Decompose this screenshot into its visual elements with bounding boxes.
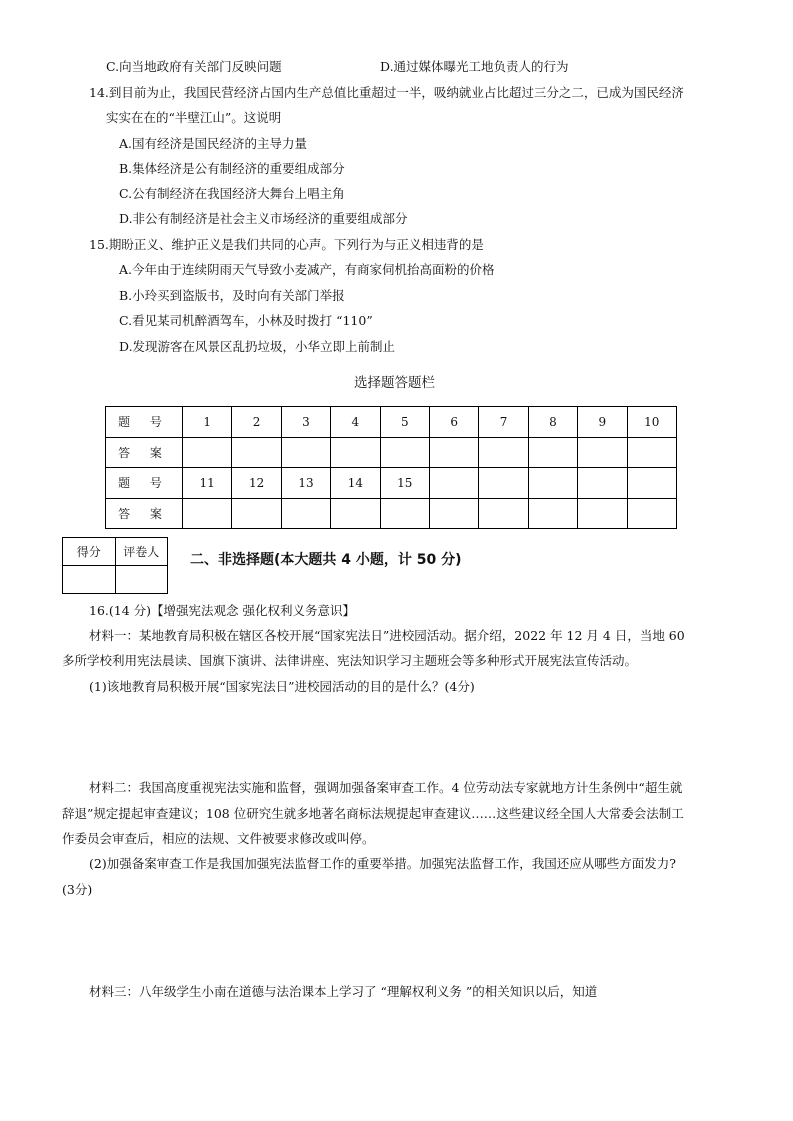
answer-cell[interactable] bbox=[281, 498, 330, 529]
question-number-cell: 6 bbox=[429, 407, 478, 438]
q16-sub2-line2: (3分) bbox=[62, 882, 93, 897]
answer-cell[interactable] bbox=[578, 437, 627, 468]
q15-option-d: D.发现游客在风景区乱扔垃圾，小华立即上前制止 bbox=[119, 339, 396, 354]
answer-table bbox=[105, 406, 677, 529]
q16-material3-line1: 材料三：八年级学生小南在道德与法治课本上学习了 “理解权利义务 ”的相关知识以后，知道 bbox=[89, 984, 598, 999]
q14-option-d: D.非公有制经济是社会主义市场经济的重要组成部分 bbox=[119, 211, 408, 226]
empty-cell bbox=[528, 498, 577, 529]
question-number-cell: 9 bbox=[578, 407, 627, 438]
q15-option-c: C.看见某司机醉酒驾车，小林及时拨打 “110” bbox=[119, 313, 373, 328]
answer-table-row-answers-1 bbox=[106, 437, 677, 468]
q15-option-a: A.今年由于连续阴雨天气导致小麦减产，有商家伺机抬高面粉的价格 bbox=[119, 262, 495, 277]
score-cell[interactable] bbox=[63, 566, 116, 594]
q14-option-a: A.国有经济是国民经济的主导力量 bbox=[119, 136, 308, 151]
answer-cell[interactable] bbox=[281, 437, 330, 468]
score-box bbox=[62, 537, 168, 594]
q16-sub1: (1)该地教育局积极开展“国家宪法日”进校园活动的目的是什么？(4分) bbox=[89, 679, 475, 694]
question-number-cell: 13 bbox=[281, 468, 330, 499]
q16-heading: 16.(14 分)【增强宪法观念 强化权利义务意识】 bbox=[89, 603, 355, 618]
q14-option-c: C.公有制经济在我国经济大舞台上唱主角 bbox=[119, 186, 345, 201]
question-number-cell: 10 bbox=[627, 407, 676, 438]
q16-material1-line2: 多所学校利用宪法晨读、国旗下演讲、法律讲座、宪法知识学习主题班会等多种形式开展宪法宣传活动。 bbox=[62, 653, 638, 668]
empty-cell bbox=[627, 468, 676, 499]
question-number-cell: 3 bbox=[281, 407, 330, 438]
q14-stem-line2: 实实在在的“半壁江山”。这说明 bbox=[106, 110, 282, 125]
answer-cell[interactable] bbox=[232, 498, 281, 529]
answer-cell[interactable] bbox=[380, 437, 429, 468]
answer-table-row-answers-2 bbox=[106, 498, 677, 529]
q16-material1-line1: 材料一：某地教育局积极在辖区各校开展“国家宪法日”进校园活动。据介绍，2022 年 12 月 4 日，当地 60 bbox=[89, 628, 685, 643]
q16-material2-line3: 作委员会审查后，相应的法规、文件被要求修改或叫停。 bbox=[62, 831, 375, 846]
q16-material2-line2: 辞退”规定提起审查建议；108 位研究生就多地著名商标法规提起审查建议……这些建议经全国人大常委会法制工 bbox=[62, 806, 684, 821]
empty-cell bbox=[578, 498, 627, 529]
row-label-answer: 答 案 bbox=[106, 437, 183, 468]
answer-cell[interactable] bbox=[429, 437, 478, 468]
section2-title: 二、非选择题(本大题共 4 小题，计 50 分) bbox=[190, 552, 462, 568]
empty-cell bbox=[528, 468, 577, 499]
answer-cell[interactable] bbox=[331, 498, 380, 529]
empty-cell bbox=[479, 468, 528, 499]
score-label: 得分 bbox=[63, 538, 116, 566]
empty-cell bbox=[627, 498, 676, 529]
empty-cell bbox=[429, 498, 478, 529]
answer-cell[interactable] bbox=[479, 437, 528, 468]
row-label-number: 题 号 bbox=[106, 468, 183, 499]
row-label-answer: 答 案 bbox=[106, 498, 183, 529]
grader-label: 评卷人 bbox=[115, 538, 168, 566]
answer-table-row-numbers-1 bbox=[106, 407, 677, 438]
q14-stem-line1: 14.到目前为止，我国民营经济占国内生产总值比重超过一半，吸纳就业占比超过三分之二，已成为国民经济 bbox=[89, 85, 684, 100]
q15-stem: 15.期盼正义、维护正义是我们共同的心声。下列行为与正义相违背的是 bbox=[89, 237, 484, 252]
question-number-cell: 5 bbox=[380, 407, 429, 438]
q14-option-b: B.集体经济是公有制经济的重要组成部分 bbox=[119, 161, 345, 176]
q16-material2-line1: 材料二：我国高度重视宪法实施和监督，强调加强备案审查工作。4 位劳动法专家就地方计生条例中“超生就 bbox=[89, 780, 683, 795]
question-number-cell: 7 bbox=[479, 407, 528, 438]
q13-option-d: D.通过媒体曝光工地负责人的行为 bbox=[380, 59, 569, 74]
question-number-cell: 1 bbox=[183, 407, 232, 438]
question-number-cell: 4 bbox=[331, 407, 380, 438]
row-label-number: 题 号 bbox=[106, 407, 183, 438]
answer-table-row-numbers-2 bbox=[106, 468, 677, 499]
q13-option-c: C.向当地政府有关部门反映问题 bbox=[106, 59, 282, 74]
empty-cell bbox=[479, 498, 528, 529]
answer-cell[interactable] bbox=[380, 498, 429, 529]
answer-table-title: 选择题答题栏 bbox=[354, 375, 435, 391]
answer-cell[interactable] bbox=[627, 437, 676, 468]
empty-cell bbox=[429, 468, 478, 499]
answer-cell[interactable] bbox=[232, 437, 281, 468]
answer-cell[interactable] bbox=[528, 437, 577, 468]
question-number-cell: 14 bbox=[331, 468, 380, 499]
answer-cell[interactable] bbox=[183, 498, 232, 529]
question-number-cell: 12 bbox=[232, 468, 281, 499]
empty-cell bbox=[578, 468, 627, 499]
answer-cell[interactable] bbox=[331, 437, 380, 468]
answer-cell[interactable] bbox=[183, 437, 232, 468]
q15-option-b: B.小玲买到盗版书，及时向有关部门举报 bbox=[119, 288, 345, 303]
question-number-cell: 15 bbox=[380, 468, 429, 499]
q16-sub2-line1: (2)加强备案审查工作是我国加强宪法监督工作的重要举措。加强宪法监督工作，我国还应从哪些方面发力? bbox=[89, 856, 676, 871]
question-number-cell: 8 bbox=[528, 407, 577, 438]
question-number-cell: 11 bbox=[183, 468, 232, 499]
question-number-cell: 2 bbox=[232, 407, 281, 438]
grader-cell[interactable] bbox=[115, 566, 168, 594]
